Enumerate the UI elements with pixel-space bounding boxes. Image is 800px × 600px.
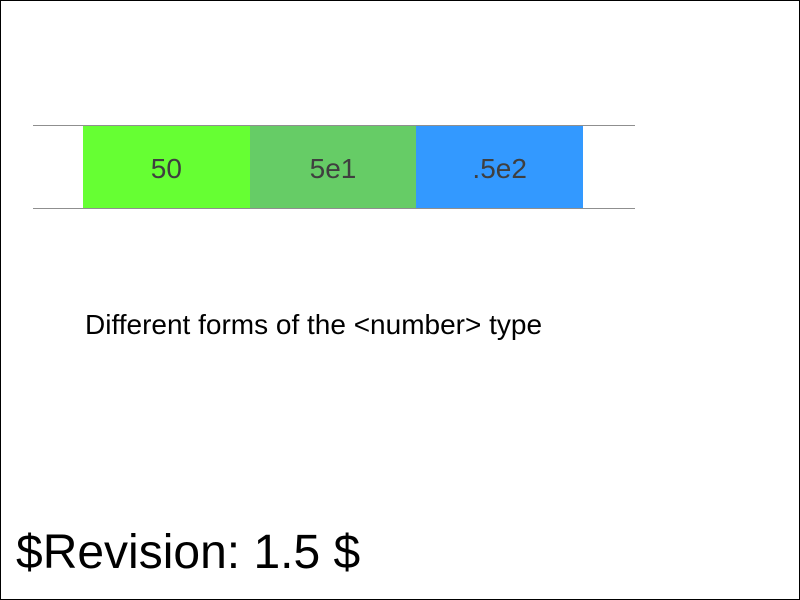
number-forms-row <box>83 126 583 208</box>
number-box-fraction-exponent-label: .5e2 <box>472 153 527 184</box>
revision-text: $Revision: 1.5 $ <box>16 526 361 579</box>
number-box-decimal <box>83 126 250 208</box>
number-box-decimal-label: 50 <box>150 153 182 184</box>
bottom-rule <box>33 208 635 209</box>
caption-text: Different forms of the <number> type <box>85 309 543 340</box>
number-box-fraction-exponent <box>416 126 583 208</box>
number-box-exponent <box>250 126 417 208</box>
number-box-exponent-label: 5e1 <box>309 153 357 184</box>
